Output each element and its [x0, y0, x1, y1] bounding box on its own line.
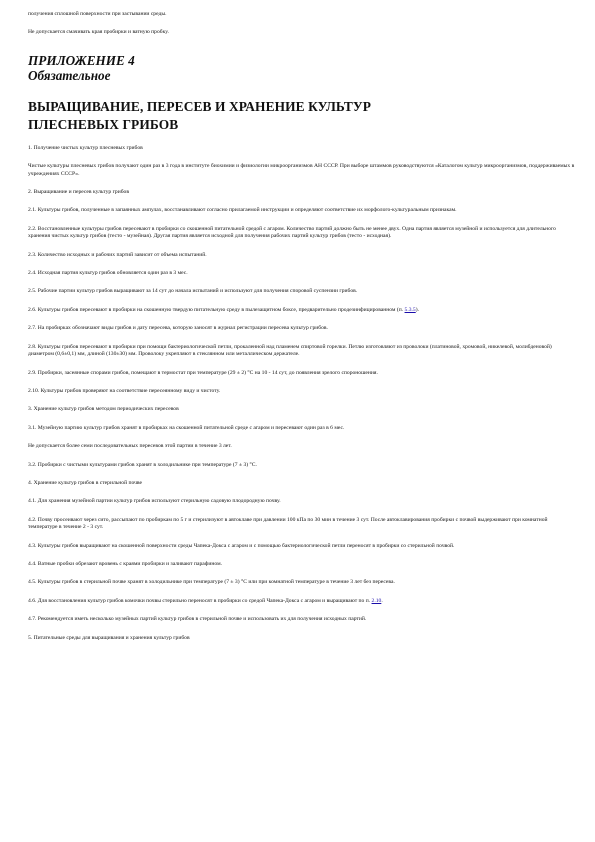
paragraph: 3.2. Пробирки с чистыми культурами грибов хранят в холодильнике при температуре (7 ± 3) °С. [28, 461, 257, 468]
paragraph: Не допускается смачивать края пробирки и ватную пробку. [28, 29, 169, 36]
paragraph [28, 307, 575, 314]
title-line: ПЛЕСНЕВЫХ ГРИБОВ [28, 116, 179, 132]
appendix-subheading: Обязательное [28, 67, 111, 83]
paragraph: 2.7. На пробирках обозначают виды грибов и дату пересева, которую заносят в журнал регистрации пересева культур грибов. [28, 325, 328, 332]
paragraph-text: ). [415, 306, 419, 313]
appendix-heading: ПРИЛОЖЕНИЕ 4 [28, 52, 135, 68]
section-heading: 4. Хранение культур грибов в стерильной почве [28, 479, 143, 486]
paragraph: 4.5. Культуры грибов в стерильной почве хранят в холодильнике при температуре (7 ± 3) °С или при комнатной температуре в течение 3 лет без пересева. [28, 579, 395, 586]
paragraph: Чистые культуры плесневых грибов получают один раз в 3 года в институте биохимии и физиологии микроорганизмов АН СССР. При выборе штаммов руководствуются «Каталогом культур микроорганизмов, поддерживаемых в учреждениях СССР». [28, 163, 575, 177]
paragraph: 2.2. Восстановленные культуры грибов пересевают в пробирки со скошенной питательной средой с агаром. Количество партий должно быть не менее двух. Одна партия является музейной и используется для длительного хранения чистых культур грибов (тесто - музейная). Другая партия является исходной для получения рабочих партий культур грибов (тесто - исходная). [28, 225, 556, 240]
paragraph: 4.2. Почву просеивают через сито, рассыпают по пробиркам по 5 г и стерилизуют в автоклаве при давлении 100 кПа по 30 мин в течение 3 сут. После автоклавирования пробирки с почвой выдерживают при комнатной температуре в течение 2 - 3 сут. [28, 516, 548, 531]
section-heading: 2. Выращивание и пересев культур грибов [28, 189, 129, 196]
clause-link[interactable]: 2.10 [371, 597, 382, 604]
paragraph: 2.9. Пробирки, засеянные спорами грибов, помещают в термостат при температуре (29 ± 2) °С на 10 - 14 сут, до появления зрелого спороношения. [28, 369, 378, 376]
paragraph: получения сплошной поверхности при застывании среды. [28, 11, 167, 17]
paragraph-text: 4.6. Для восстановления культур грибов комочки почвы стерильно переносят в пробирки со средой Чапека-Докса с агаром и выращивают по п. [28, 597, 372, 604]
paragraph: 4.3. Культуры грибов выращивают на скошенной поверхности среды Чапека-Докса с агаром и с помощью бактериологической петли переносят в пробирки со стерильной почвой. [28, 542, 455, 549]
paragraph: 4.7. Рекомендуется иметь несколько музейных партий культур грибов в стерильной почве и использовать их для получения исходных партий. [28, 616, 367, 623]
paragraph: 2.4. Исходная партия культур грибов обновляется один раз в 3 мес. [28, 270, 188, 277]
paragraph: 3.1. Музейную партию культур грибов хранят в пробирках на скошенной питательной среде с агаром и пересевают один раз в 6 мес. [28, 424, 345, 431]
paragraph: 2.3. Количество исходных и рабочих партий зависит от объема испытаний. [28, 251, 207, 258]
paragraph: 2.8. Культуры грибов пересевают в пробирки при помощи бактериологической петли, прокаленной над пламенем спиртовой горелки. Петлю изготовляют из проволоки (платиновой, хромовой, никелевой, молибденовой) диаметром (0,6±0,1) мм, длиной (130±30) мм. Проволоку укрепляют в стеклянном или металлическом держателе. [28, 343, 552, 358]
paragraph: 2.1. Культуры грибов, полученные в запаянных ампулах, восстанавливают согласно прилагаемой инструкции и определяют соответствие их морфолого-культуральным признакам. [28, 207, 457, 214]
section-heading: 3. Хранение культур грибов методом периодических пересевов [28, 406, 179, 413]
title-line: ВЫРАЩИВАНИЕ, ПЕРЕСЕВ И ХРАНЕНИЕ КУЛЬТУР [28, 98, 372, 114]
paragraph: 4.1. Для хранения музейной партии культур грибов используют стерильную садовую плодородную почву. [28, 498, 281, 505]
paragraph: Не допускается более семи последовательных пересевов этой партии в течение 3 лет. [28, 443, 232, 450]
paragraph [28, 598, 575, 605]
paragraph-text: 2.6. Культуры грибов пересевают в пробирки на скошенную твердую питательную среду в пылезащитном боксе, предварительно продезинфицированном (п. [28, 306, 405, 313]
paragraph-text: . [381, 597, 383, 604]
page-title [28, 98, 575, 134]
paragraph: 2.5. Рабочие партии культур грибов выращивают за 14 сут до начала испытаний и используют для получения споровой суспензии грибов. [28, 288, 358, 295]
section-heading: 5. Питательные среды для выращивания и хранения культур грибов [28, 634, 190, 641]
paragraph: 4.4. Ватные пробки обрезают вровень с краями пробирки и заливают парафином. [28, 560, 223, 567]
section-heading: 1. Получение чистых культур плесневых грибов [28, 144, 143, 151]
clause-link[interactable]: 5.3.5 [404, 306, 416, 313]
paragraph: 2.10. Культуры грибов проверяют на соответствие пересеянному виду и чистоту. [28, 387, 221, 394]
